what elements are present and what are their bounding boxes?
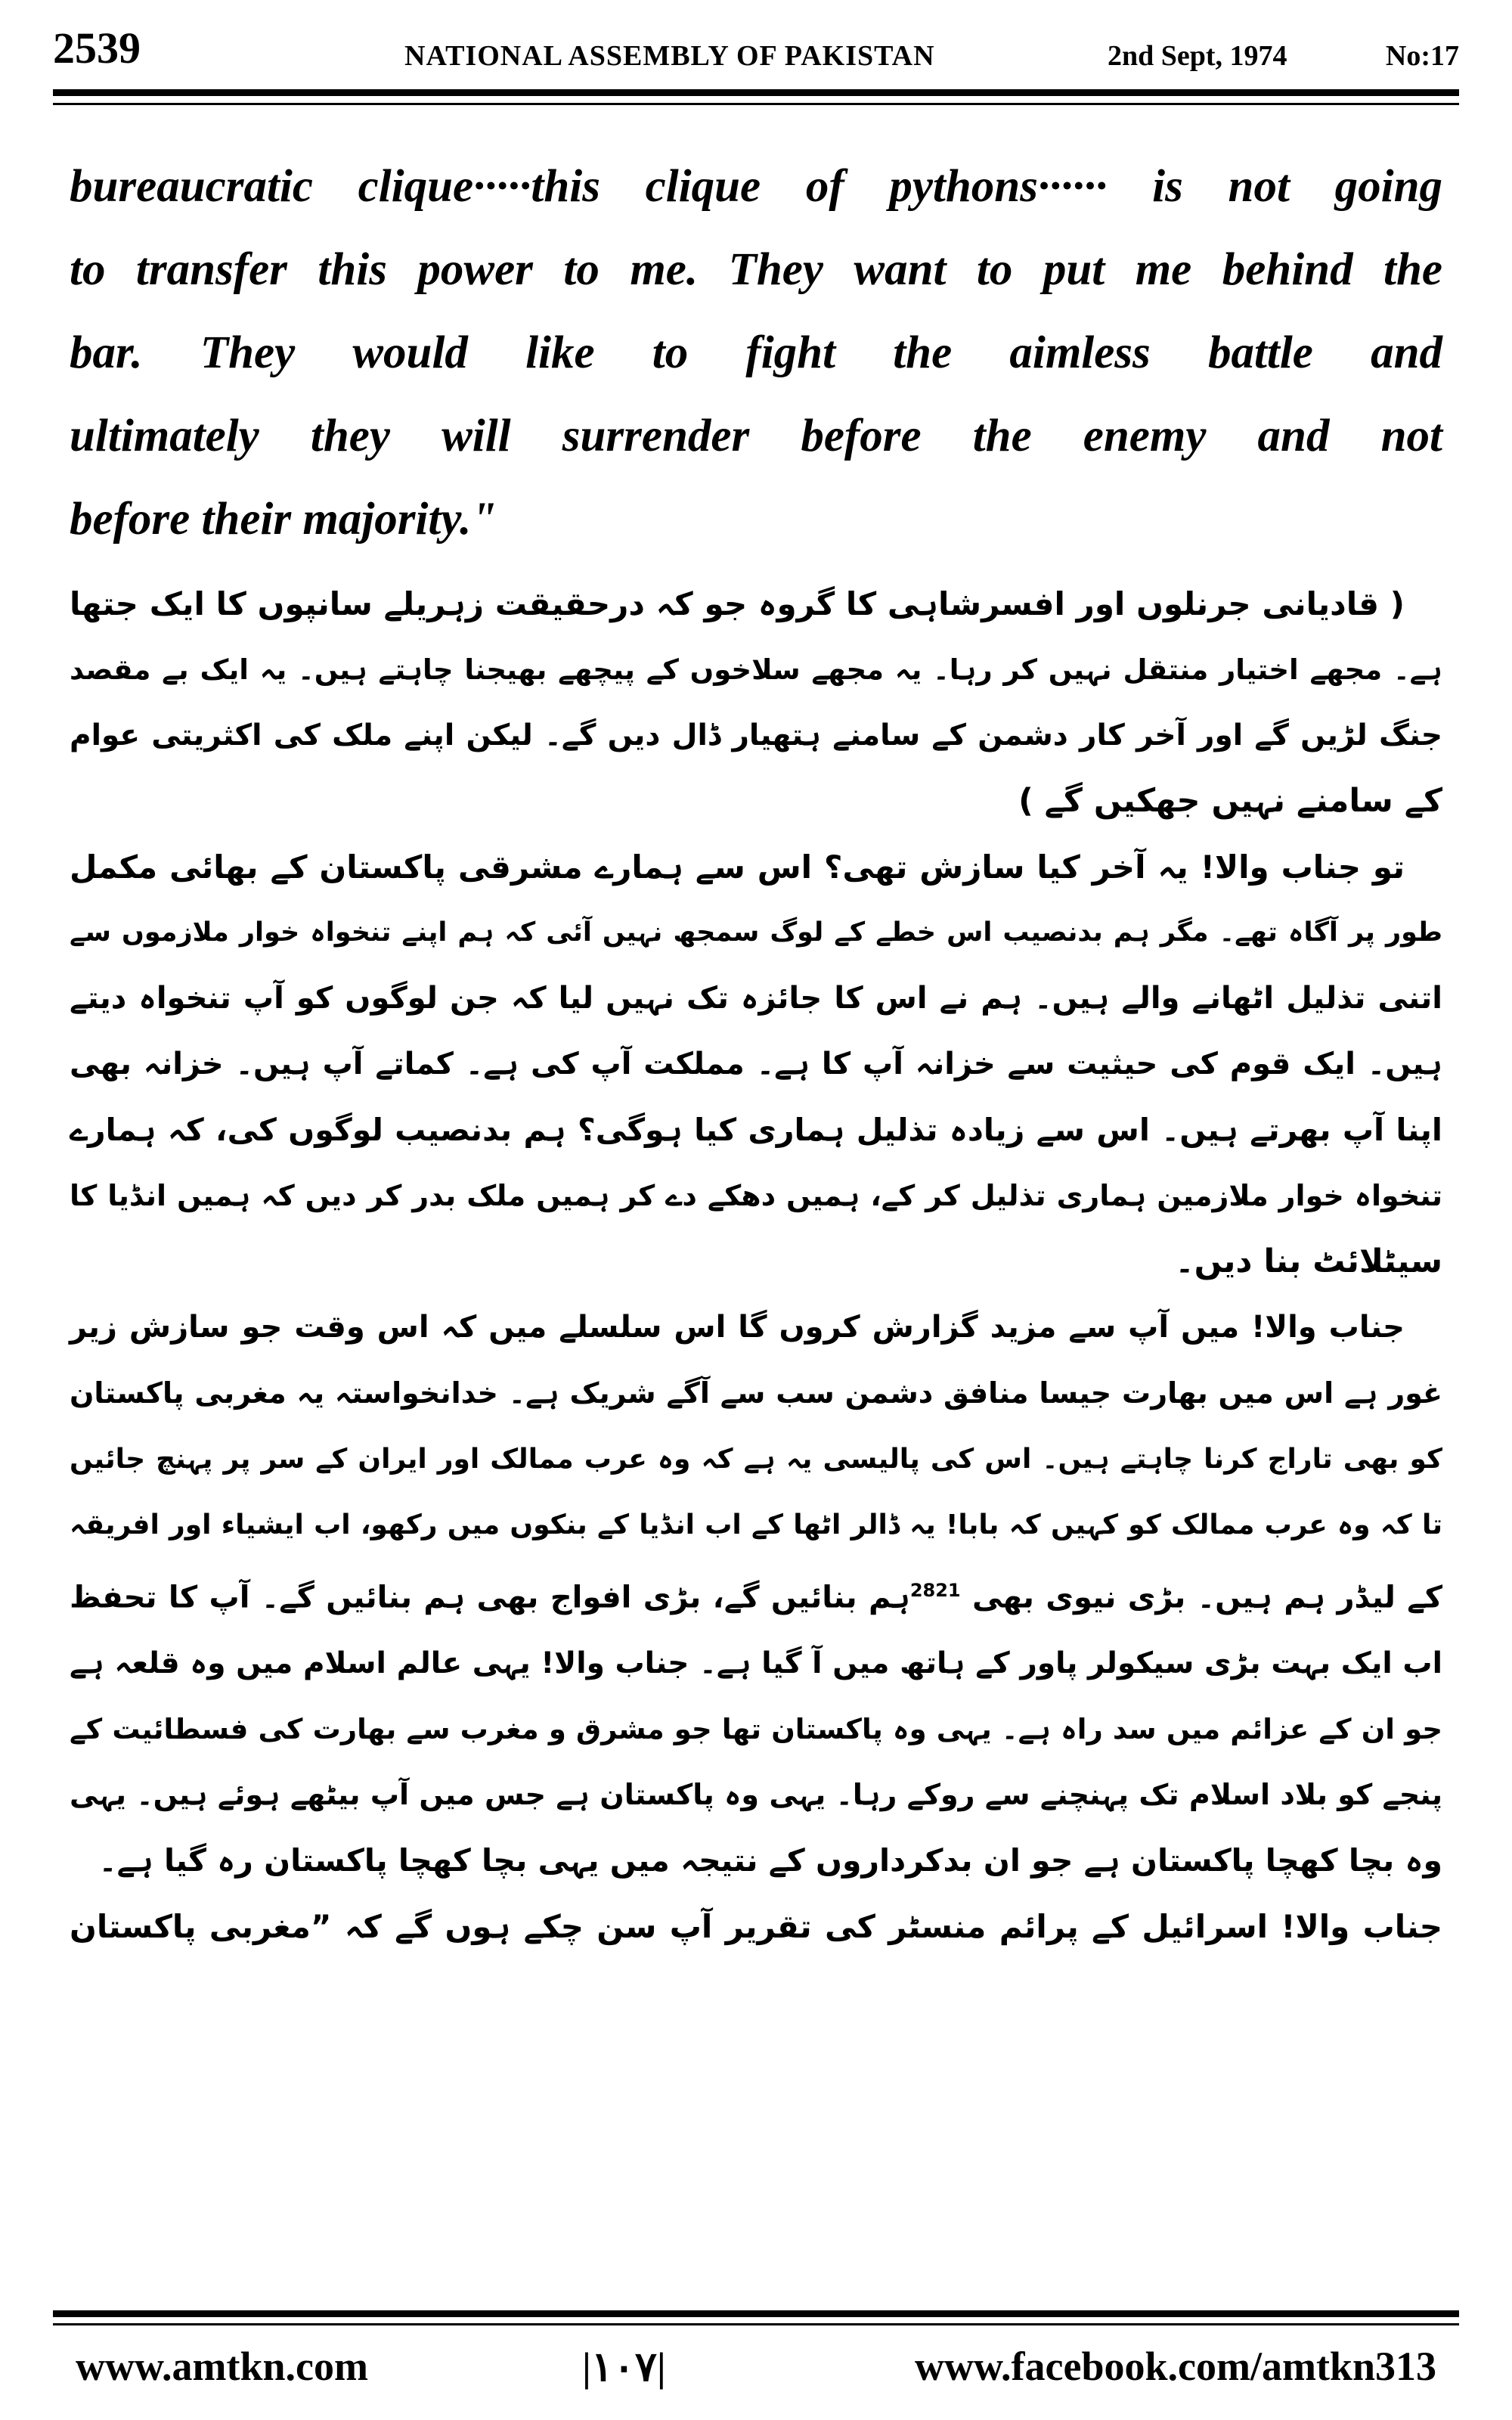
page-number: 2539 xyxy=(53,23,141,73)
session-date: 2nd Sept, 1974 xyxy=(1108,40,1287,72)
english-line: ultimately they will surrender before the enemy and not xyxy=(70,411,1442,461)
english-line: before their majority." xyxy=(70,494,497,544)
urdu-line: غور ہے اس میں بھارت جیسا منافق دشمن سب سے آگے شریک ہے۔ خدانخواستہ یہ مغربی پاکستان xyxy=(70,1376,1442,1410)
issue-number: No:17 xyxy=(1385,40,1459,72)
urdu-line: ہیں۔ ایک قوم کی حیثیت سے خزانہ آپ کا ہے۔ مملکت آپ کی ہے۔ کماتے آپ ہیں۔ خزانہ بھی xyxy=(70,1047,1442,1081)
urdu-line: اپنا آپ بھرتے ہیں۔ اس سے زیادہ تذلیل ہماری کیا ہوگی؟ ہم بدنصیب لوگوں کی، کہ ہمارے xyxy=(70,1112,1442,1148)
publication-title: NATIONAL ASSEMBLY OF PAKISTAN xyxy=(404,40,935,72)
header-rule-thick xyxy=(53,89,1459,96)
urdu-line: تنخواہ خوار ملازمین ہماری تذلیل کر کے، ہمیں دھکے دے کر ہمیں ملک بدر کر دیں کہ ہمیں انڈیا کا xyxy=(70,1179,1442,1212)
page-header xyxy=(53,23,1459,83)
urdu-line: تا کہ وہ عرب ممالک کو کہیں کہ بابا! یہ ڈالر اٹھا کے اب انڈیا کے بنکوں میں رکھو، اب ایشیاء اور افریقہ xyxy=(70,1509,1442,1540)
urdu-line: طور پر آگاہ تھے۔ مگر ہم بدنصیب اس خطے کے لوگ سمجھ نہیں آئی کہ ہم اپنے تنخواہ خوار ملازموں سے xyxy=(70,917,1442,948)
urdu-line-part: کے لیڈر ہم ہیں۔ بڑی نیوی بھی xyxy=(972,1580,1442,1615)
urdu-body xyxy=(70,571,1442,1959)
footer-rule-thick xyxy=(53,2310,1459,2317)
english-quote xyxy=(70,145,1442,561)
footnote-marker: 2821 xyxy=(909,1580,961,1601)
urdu-line-with-footnote xyxy=(70,1558,1442,1630)
urdu-line: اتنی تذلیل اٹھانے والے ہیں۔ ہم نے اس کا جائزہ تک نہیں لیا کہ جن لوگوں کو آپ تنخواہ دیتے xyxy=(70,981,1442,1016)
urdu-line: کے سامنے نہیں جھکیں گے ) xyxy=(1018,782,1442,820)
urdu-line: جنگ لڑیں گے اور آخر کار دشمن کے سامنے ہتھیار ڈال دیں گے۔ لیکن اپنے ملک کی اکثریتی عوام xyxy=(70,718,1442,752)
urdu-line: کو بھی تاراج کرنا چاہتے ہیں۔ اس کی پالیسی یہ ہے کہ وہ عرب ممالک اور ایران کے سر پر پہنچ جائیں xyxy=(70,1444,1442,1475)
footer-page-number: |۱۰۷| xyxy=(582,2344,666,2390)
website-link[interactable]: www.amtkn.com xyxy=(76,2344,368,2389)
urdu-line: پنجے کو بلاد اسلام تک پہنچنے سے روکے رہا۔ یہی وہ پاکستان ہے جس میں آپ بیٹھے ہوئے ہیں۔ یہی xyxy=(70,1778,1442,1812)
urdu-line: سیٹلائٹ بنا دیں۔ xyxy=(1175,1243,1442,1280)
header-rule-thin xyxy=(53,103,1459,105)
english-line: bureaucratic clique·····this clique of pythons······ is not going xyxy=(70,161,1442,212)
urdu-line: وہ بچا کھچا پاکستان ہے جو ان بدکرداروں کے نتیجہ میں یہی بچا کھچا پاکستان رہ گیا ہے۔ xyxy=(98,1842,1442,1879)
page-footer xyxy=(53,2343,1459,2403)
urdu-line: ہے۔ مجھے اختیار منتقل نہیں کر رہا۔ یہ مجھے سلاخوں کے پیچھے بھیجنا چاہتے ہیں۔ یہ ایک بے مقصد xyxy=(70,653,1442,686)
urdu-line: اب ایک بہت بڑی سیکولر پاور کے ہاتھ میں آ گیا ہے۔ جناب والا! یہی عالم اسلام میں وہ قلعہ ہے xyxy=(70,1646,1442,1681)
english-line: bar. They would like to fight the aimless battle and xyxy=(70,327,1442,378)
urdu-line: جو ان کے عزائم میں سد راہ ہے۔ یہی وہ پاکستان تھا جو مشرق و مغرب سے بھارت کی فسطائیت کے xyxy=(70,1713,1442,1746)
urdu-line: ( قادیانی جرنلوں اور افسرشاہی کا گروہ جو کہ درحقیقت زہریلے سانپوں کا ایک جتھا xyxy=(70,585,1405,622)
english-line: to transfer this power to me. They want to put me behind the xyxy=(70,244,1442,295)
facebook-link[interactable]: www.facebook.com/amtkn313 xyxy=(915,2344,1436,2389)
urdu-line-part: ہم بنائیں گے، بڑی افواج بھی ہم بنائیں گے۔ آپ کا تحفظ xyxy=(70,1580,910,1615)
footer-rule-thin xyxy=(53,2323,1459,2325)
urdu-line: تو جناب والا! یہ آخر کیا سازش تھی؟ اس سے ہمارے مشرقی پاکستان کے بھائی مکمل xyxy=(70,849,1405,886)
urdu-line: جناب والا! اسرائیل کے پرائم منسٹر کی تقریر آپ سن چکے ہوں گے کہ ”مغربی پاکستان xyxy=(70,1908,1442,1946)
urdu-line: جناب والا! میں آپ سے مزید گزارش کروں گا اس سلسلے میں کہ اس وقت جو سازش زیر xyxy=(70,1310,1405,1345)
